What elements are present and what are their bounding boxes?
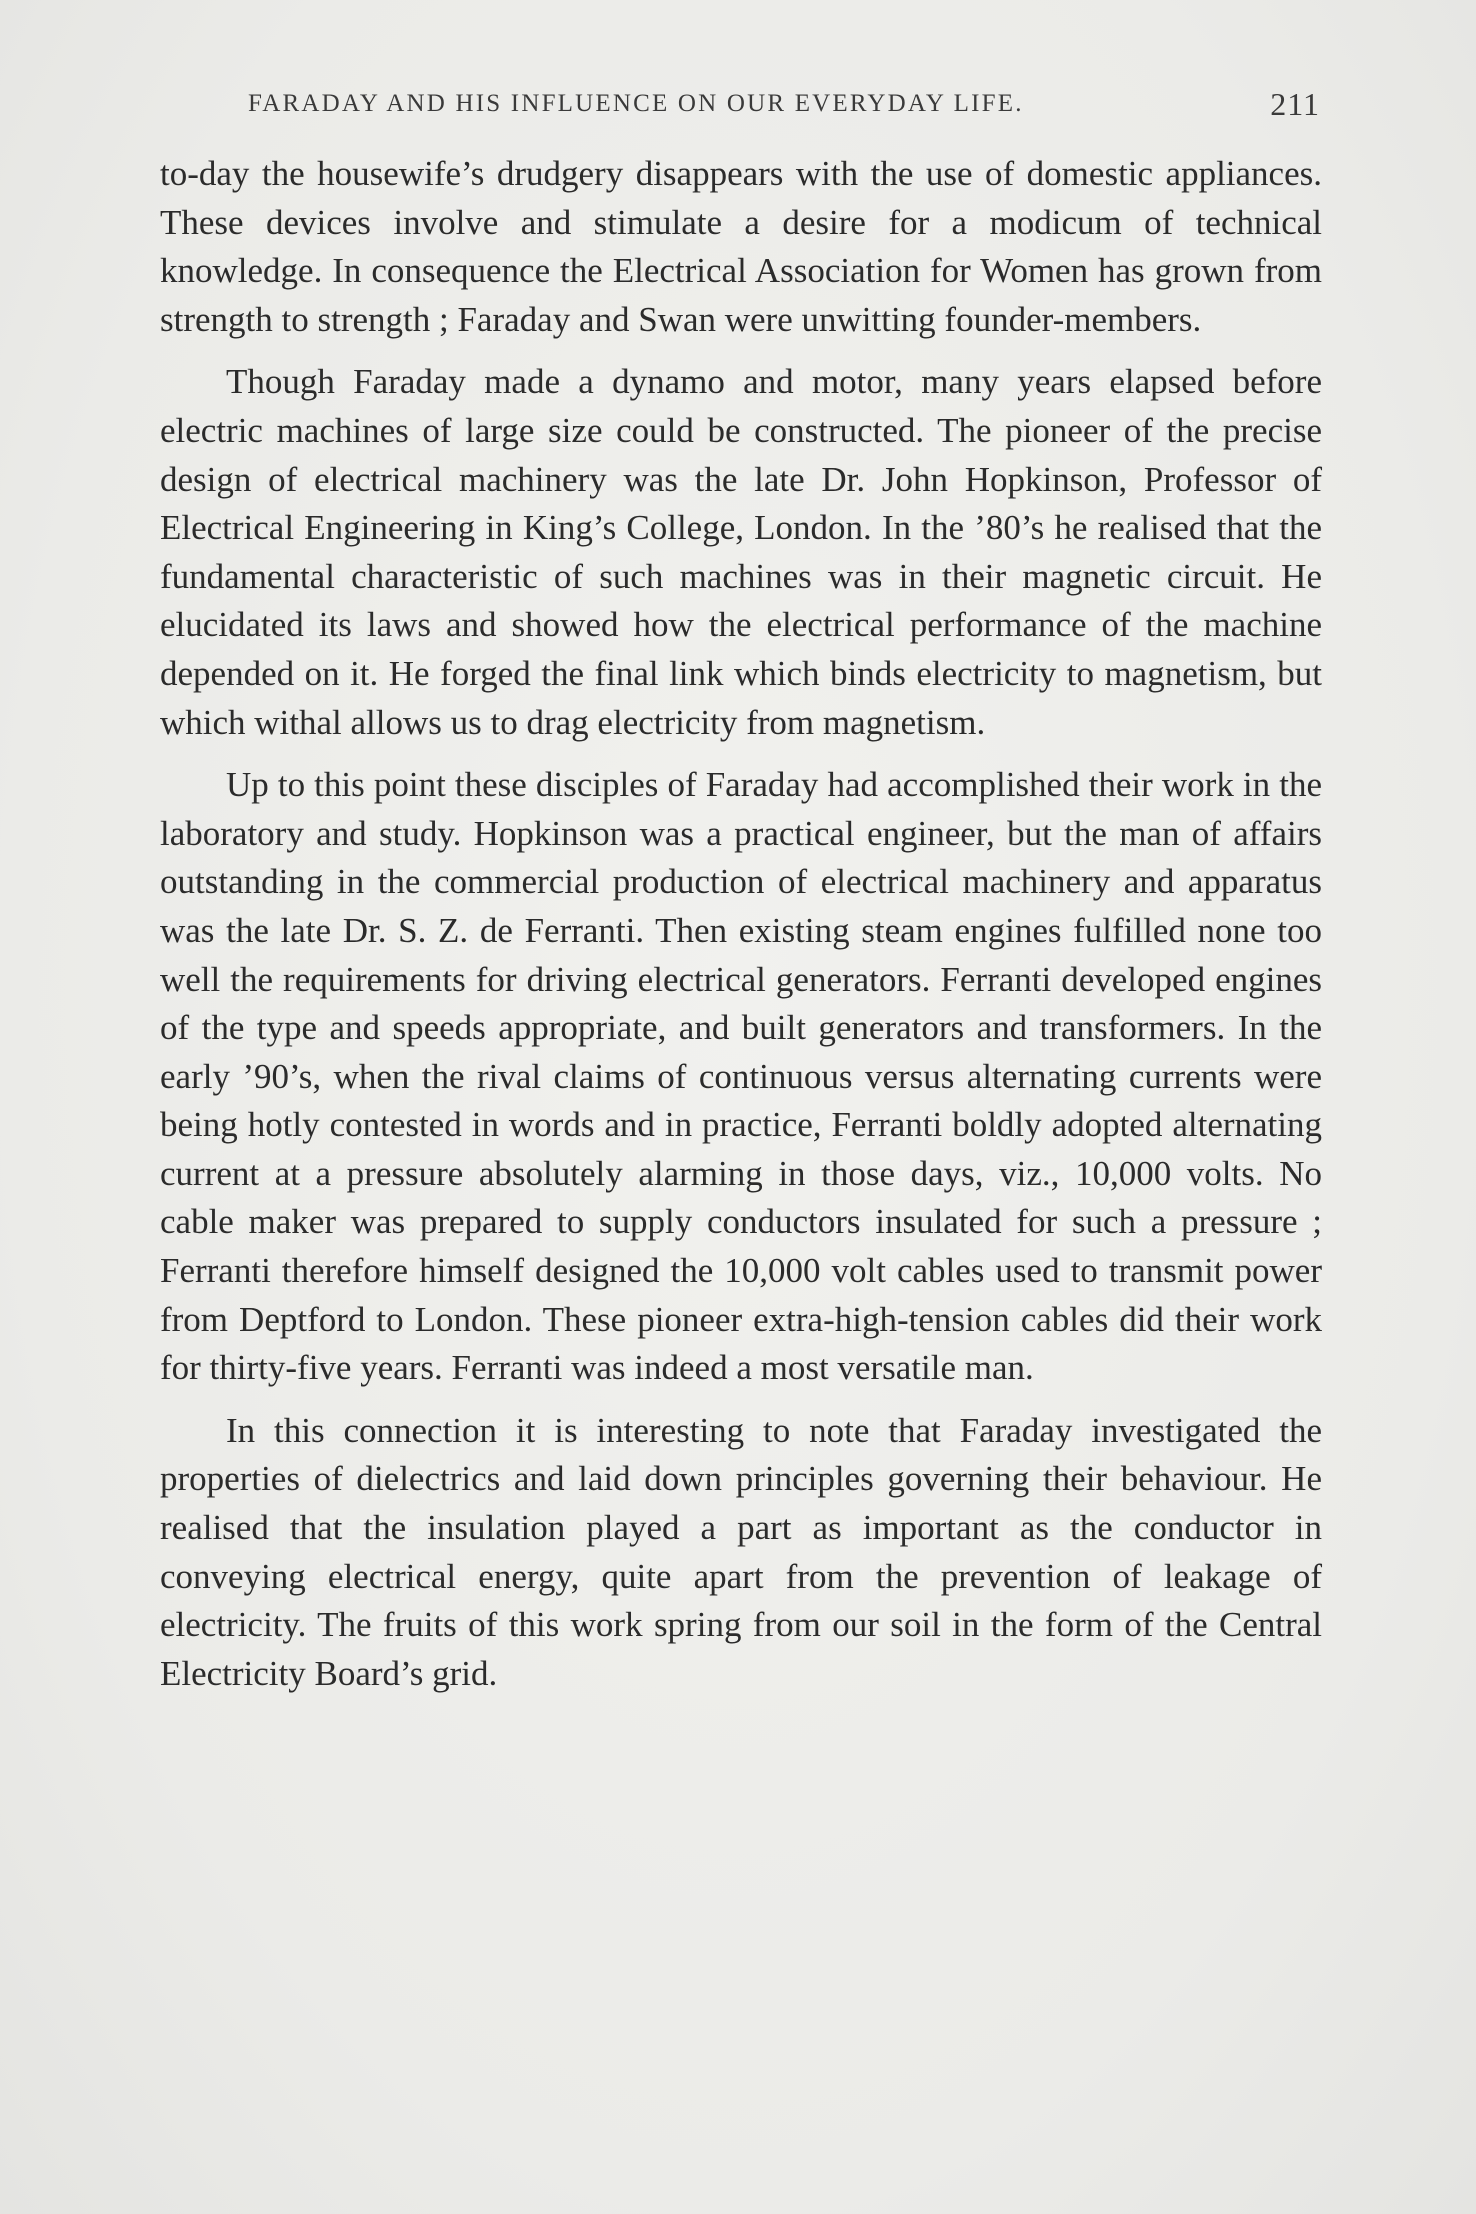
body-text xyxy=(160,150,1322,1712)
paragraph-continued: to-day the housewife’s drudgery disappears with the use of domestic appliances. These devices involve and stimulate a desire for a modicum of technical knowledge. In consequence the Electrical Association for Women has grown from strength to strength ; Faraday and Swan were unwitting founder-members. xyxy=(160,154,1322,339)
paragraph-hopkinson: Though Faraday made a dynamo and motor, many years elapsed before electric machines of large size could be constructed. The pioneer of the precise design of electrical machinery was the late Dr. John Hopkinson, Professor of Electrical Engineering in King’s College, London. In the ’80’s he realised that the fundamental characteristic of such machines was in their magnetic circuit. He elucidated its laws and showed how the electrical performance of the machine depended on it. He forged the final link which binds electricity to magnetism, but which withal allows us to drag electricity from magnetism. xyxy=(160,362,1322,742)
running-title: FARADAY AND HIS INFLUENCE ON OUR EVERYDAY LIFE. xyxy=(248,90,1024,117)
running-head xyxy=(160,86,1320,126)
paragraph-dielectrics: In this connection it is interesting to note that Faraday investigated the properties of dielectrics and laid down principles governing their behaviour. He realised that the insulation played a part as important as the conductor in conveying electrical energy, quite apart from the prevention of leakage of electricity. The fruits of this work spring from our soil in the form of the Central Electricity Board’s grid. xyxy=(160,1410,1322,1693)
page-number: 211 xyxy=(1270,86,1320,122)
paragraph-ferranti: Up to this point these disciples of Faraday had accomplished their work in the laboratory and study. Hopkinson was a practical engineer, but the man of affairs outstanding in the commercial production of electrical machinery and apparatus was the late Dr. S. Z. de Ferranti. Then existing steam engines fulfilled none too well the requirements for driving electrical generators. Ferranti developed engines of the type and speeds appropriate, and built generators and transformers. In the early ’90’s, when the rival claims of continuous versus alternating currents were being hotly contested in words and in practice, Ferranti boldly adopted alternating current at a pressure absolutely alarming in those days, viz., 10,000 volts. No cable maker was prepared to supply conductors insulated for such a pressure ; Ferranti therefore himself designed the 10,000 volt cables used to transmit power from Deptford to London. These pioneer extra-high-tension cables did their work for thirty-five years. Ferranti was indeed a most versatile man. xyxy=(160,765,1322,1388)
